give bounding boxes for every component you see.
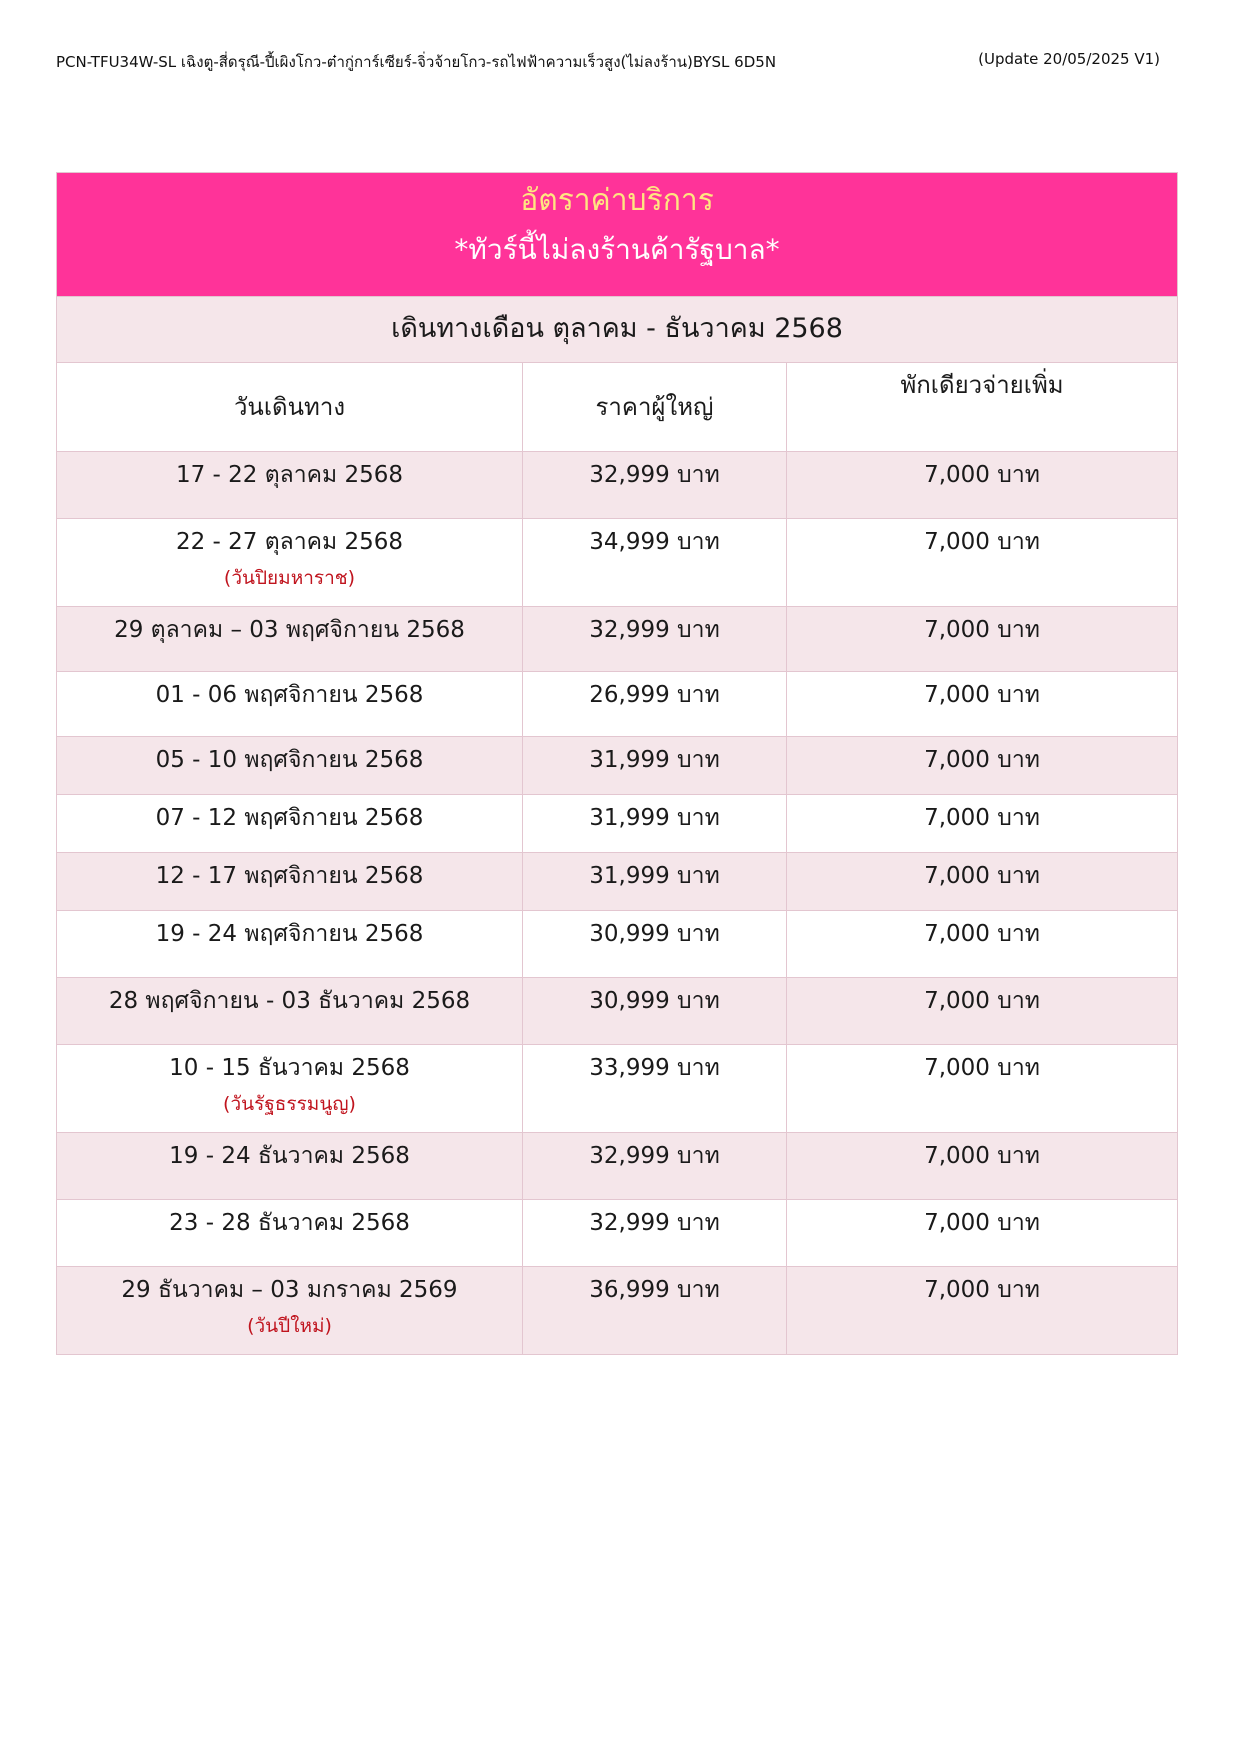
adult-price: 26,999 บาท — [589, 682, 720, 708]
table-row — [57, 853, 1178, 911]
price-cell — [523, 795, 787, 853]
single-cell — [787, 452, 1178, 519]
single-supplement: 7,000 บาท — [924, 863, 1040, 889]
single-supplement: 7,000 บาท — [924, 988, 1040, 1014]
rate-title-banner — [57, 173, 1178, 297]
date-cell — [57, 452, 523, 519]
rate-title: อัตราค่าบริการ — [520, 183, 714, 218]
single-supplement: 7,000 บาท — [924, 1055, 1040, 1081]
date-text: 10 - 15 ธันวาคม 2568 — [169, 1055, 410, 1081]
price-cell — [523, 978, 787, 1045]
single-supplement: 7,000 บาท — [924, 805, 1040, 831]
single-supplement: 7,000 บาท — [924, 747, 1040, 773]
table-row — [57, 672, 1178, 737]
table-row — [57, 911, 1178, 978]
table-row — [57, 1267, 1178, 1355]
holiday-note: (วันปิยมหาราช) — [223, 566, 356, 589]
rate-table — [56, 172, 1178, 1355]
adult-price: 36,999 บาท — [589, 1277, 720, 1303]
date-text: 17 - 22 ตุลาคม 2568 — [175, 462, 404, 488]
single-supplement: 7,000 บาท — [924, 1277, 1040, 1303]
single-cell — [787, 672, 1178, 737]
holiday-note: (วันรัฐธรรมนูญ) — [223, 1092, 356, 1115]
column-header-single-supplement: พักเดียวจ่ายเพิ่ม — [787, 363, 1178, 452]
single-supplement: 7,000 บาท — [924, 921, 1040, 947]
table-row — [57, 1133, 1178, 1200]
page-header — [56, 50, 1160, 74]
date-cell — [57, 795, 523, 853]
table-row — [57, 978, 1178, 1045]
single-supplement: 7,000 บาท — [924, 462, 1040, 488]
adult-price: 32,999 บาท — [589, 617, 720, 643]
date-text: 05 - 10 พฤศจิกายน 2568 — [155, 747, 424, 773]
table-row — [57, 452, 1178, 519]
date-text: 19 - 24 พฤศจิกายน 2568 — [155, 921, 424, 947]
date-text: 29 ธันวาคม – 03 มกราคม 2569 — [121, 1277, 458, 1303]
price-cell — [523, 1045, 787, 1133]
date-text: 07 - 12 พฤศจิกายน 2568 — [155, 805, 424, 831]
date-cell — [57, 1045, 523, 1133]
date-text: 12 - 17 พฤศจิกายน 2568 — [155, 863, 424, 889]
table-row — [57, 519, 1178, 607]
single-cell — [787, 911, 1178, 978]
adult-price: 32,999 บาท — [589, 462, 720, 488]
single-cell — [787, 1045, 1178, 1133]
price-cell — [523, 519, 787, 607]
single-supplement: 7,000 บาท — [924, 682, 1040, 708]
date-text: 22 - 27 ตุลาคม 2568 — [175, 529, 404, 555]
date-cell — [57, 853, 523, 911]
single-cell — [787, 1200, 1178, 1267]
adult-price: 30,999 บาท — [589, 921, 720, 947]
single-cell — [787, 607, 1178, 672]
tour-code: PCN-TFU34W-SL เฉิงตู-สี่ดรุณี-ปี้เผิงโกว-ต๋ากู่การ์เซียร์-จิ่วจ้ายโกว-รถไฟฟ้าความเร็วสูง(ไม่ลงร้าน)BYSL 6D5N — [56, 53, 777, 71]
date-text: 29 ตุลาคม – 03 พฤศจิกายน 2568 — [114, 617, 465, 643]
travel-period: เดินทางเดือน ตุลาคม - ธันวาคม 2568 — [57, 297, 1178, 363]
adult-price: 31,999 บาท — [589, 805, 720, 831]
price-cell — [523, 1133, 787, 1200]
date-text: 28 พฤศจิกายน - 03 ธันวาคม 2568 — [108, 988, 471, 1014]
table-row — [57, 1200, 1178, 1267]
date-text: 19 - 24 ธันวาคม 2568 — [169, 1143, 410, 1169]
date-cell — [57, 737, 523, 795]
adult-price: 32,999 บาท — [589, 1210, 720, 1236]
price-cell — [523, 911, 787, 978]
adult-price: 31,999 บาท — [589, 863, 720, 889]
table-row — [57, 795, 1178, 853]
adult-price: 30,999 บาท — [589, 988, 720, 1014]
date-cell — [57, 607, 523, 672]
date-cell — [57, 911, 523, 978]
date-cell — [57, 1267, 523, 1355]
date-cell — [57, 978, 523, 1045]
table-row — [57, 737, 1178, 795]
table-row — [57, 607, 1178, 672]
holiday-note: (วันปีใหม่) — [247, 1314, 332, 1337]
date-cell — [57, 1133, 523, 1200]
price-cell — [523, 1267, 787, 1355]
adult-price: 34,999 บาท — [589, 529, 720, 555]
column-header-row — [57, 363, 1178, 452]
table-row — [57, 1045, 1178, 1133]
single-cell — [787, 1267, 1178, 1355]
column-header-adult-price: ราคาผู้ใหญ่ — [523, 363, 787, 452]
single-cell — [787, 737, 1178, 795]
update-note: (Update 20/05/2025 V1) — [978, 50, 1160, 68]
single-supplement: 7,000 บาท — [924, 529, 1040, 555]
single-cell — [787, 853, 1178, 911]
date-cell — [57, 1200, 523, 1267]
price-cell — [523, 1200, 787, 1267]
single-cell — [787, 795, 1178, 853]
date-text: 23 - 28 ธันวาคม 2568 — [169, 1210, 410, 1236]
single-cell — [787, 519, 1178, 607]
single-supplement: 7,000 บาท — [924, 1210, 1040, 1236]
date-text: 01 - 06 พฤศจิกายน 2568 — [155, 682, 424, 708]
adult-price: 32,999 บาท — [589, 1143, 720, 1169]
single-supplement: 7,000 บาท — [924, 617, 1040, 643]
single-cell — [787, 978, 1178, 1045]
single-cell — [787, 1133, 1178, 1200]
adult-price: 33,999 บาท — [589, 1055, 720, 1081]
price-cell — [523, 452, 787, 519]
rate-subtitle: *ทัวร์นี้ไม่ลงร้านค้ารัฐบาล* — [454, 233, 780, 266]
date-cell — [57, 519, 523, 607]
price-cell — [523, 672, 787, 737]
price-cell — [523, 607, 787, 672]
single-supplement: 7,000 บาท — [924, 1143, 1040, 1169]
price-cell — [523, 737, 787, 795]
adult-price: 31,999 บาท — [589, 747, 720, 773]
date-cell — [57, 672, 523, 737]
price-cell — [523, 853, 787, 911]
column-header-date: วันเดินทาง — [57, 363, 523, 452]
